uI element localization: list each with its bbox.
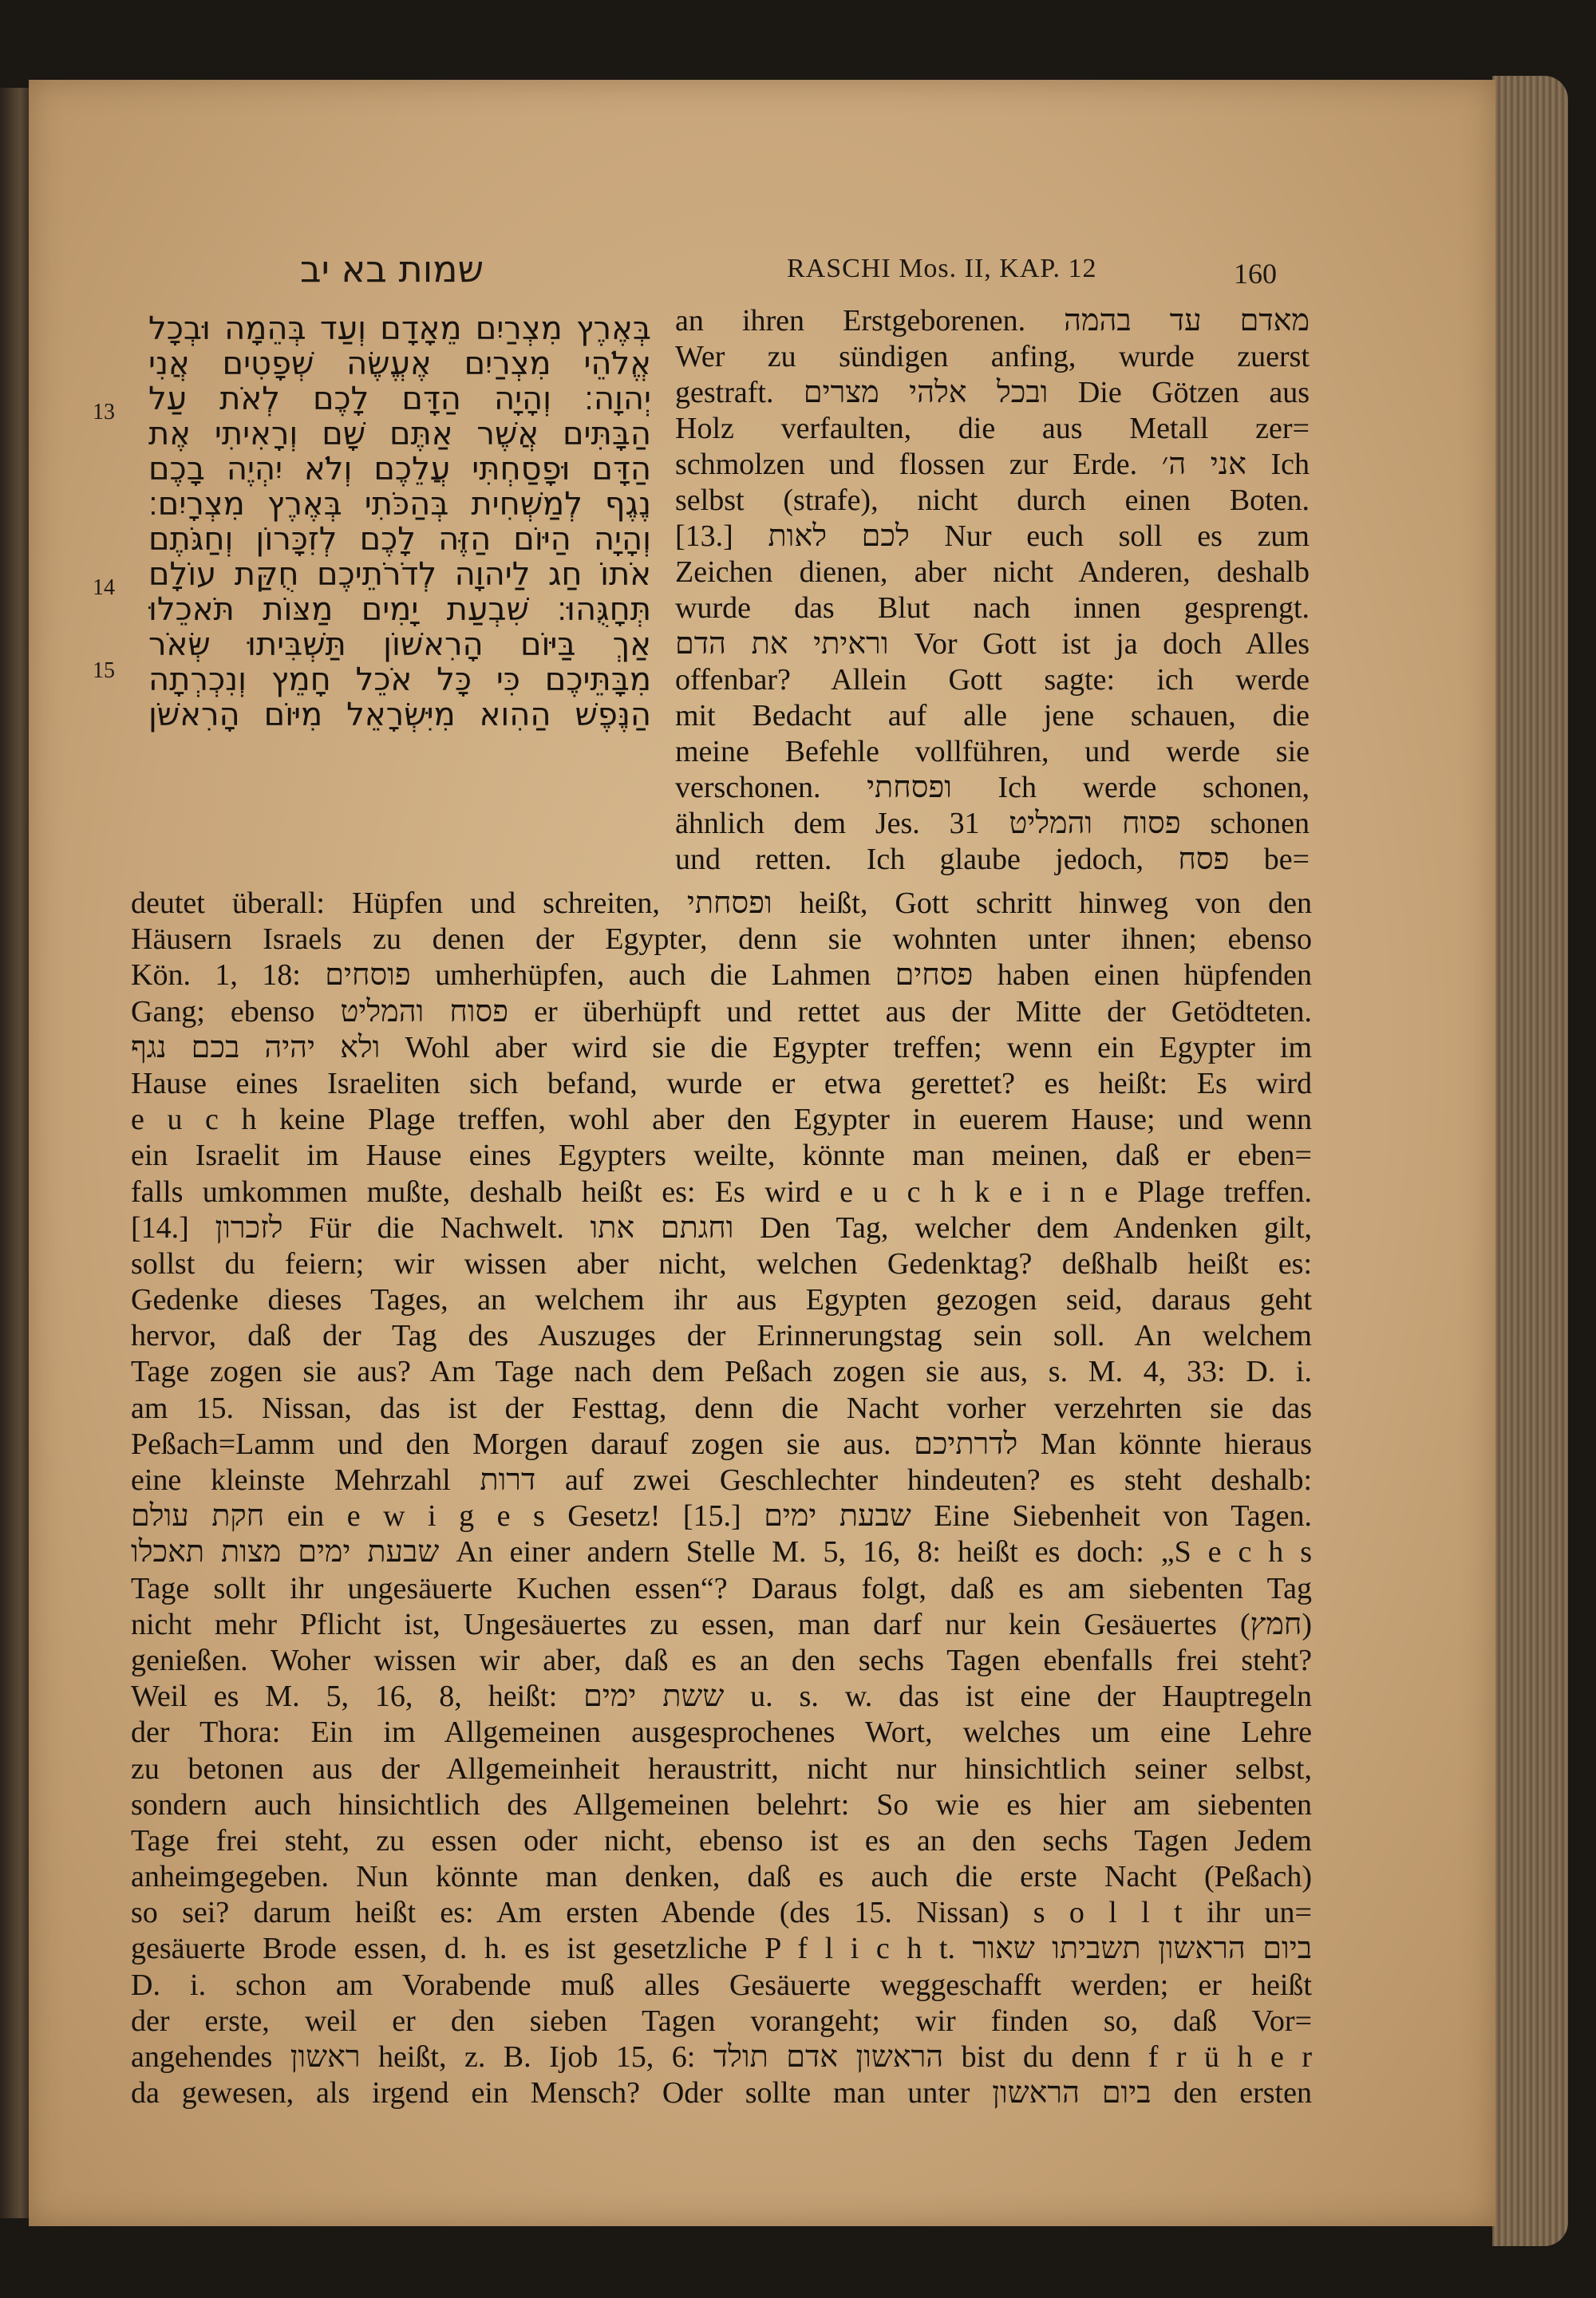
commentary-line: anheimgegeben. Nun könnte man denken, daß es auch die erste Nacht (Peßach) (131, 1860, 1312, 1894)
verse-number: 14 (93, 575, 115, 600)
commentary-line: Wer zu sündigen anfing, wurde zuerst (675, 340, 1310, 373)
page-number: 160 (1234, 258, 1277, 290)
commentary-line: Weil es M. 5, 16, 8, heißt: ששת ימים u. s. w. das ist eine der Hauptregeln (131, 1680, 1312, 1714)
commentary-line: gestraft. ובכל אלהי מצרים Die Götzen aus (675, 376, 1310, 409)
commentary-line: deutet überall: Hüpfen und schreiten, ופסחתי heißt, Gott schritt hinweg von den (131, 886, 1312, 920)
commentary-line: [14.] לזכרון Für die Nachwelt. וחגתם אתו Den Tag, welcher dem Andenken gilt, (131, 1210, 1312, 1245)
commentary-line: Tage frei steht, zu essen oder nicht, ebenso ist es an den sechs Tagen Jedem (131, 1823, 1312, 1858)
commentary-line: verschonen. ופסחתי Ich werde schonen, (675, 771, 1310, 804)
commentary-line: hervor, daß der Tag des Auszuges der Erinnerungstag sein soll. An welchem (131, 1319, 1312, 1353)
commentary-line: שבעת ימים מצות תאכלו An einer andern Stelle M. 5, 16, 8: heißt es doch: „S e c h s (131, 1535, 1312, 1570)
hebrew-text (148, 311, 651, 732)
commentary-line: der erste, weil er den sieben Tagen vorangeht; wir finden so, daß Vor= (131, 2004, 1312, 2038)
book-spine-left (0, 88, 29, 2218)
commentary-line: ein Israelit im Hause eines Egypters weilte, könnte man meinen, daß er eben= (131, 1139, 1312, 1173)
commentary-line: angehendes ראשון heißt, z. B. Ijob 15, 6: הראשון אדם תולד bist du denn f r ü h e r (131, 2040, 1312, 2074)
commentary-line: Häusern Israels zu denen der Egypter, denn sie wohnten unter ihnen; ebenso (131, 922, 1312, 957)
running-head: RASCHI Mos. II, KAP. 12 (787, 254, 1097, 283)
commentary-line: ähnlich dem Jes. 31 פסוח והמליט schonen (675, 807, 1310, 840)
page-header (29, 247, 1495, 295)
commentary-line: Gang; ebenso פסוח והמליט er überhüpft und rettet aus der Mitte der Getödteten. (131, 994, 1312, 1029)
hebrew-line: וְהָיָה הַיּוֹם הַזֶּה לָכֶם לְזִכָּרוֹן וְחַגֹּתֶם (148, 522, 651, 557)
verse-number: 15 (93, 658, 115, 683)
commentary-line: Hause eines Israeliten sich befand, wurde er etwa gerettet? es heißt: Es wird (131, 1066, 1312, 1100)
commentary-line: וראיתי את הדם Vor Gott ist ja doch Alles (675, 627, 1310, 661)
commentary-line: mit Bedacht auf alle jene schauen, die (675, 699, 1310, 732)
commentary-line: Zeichen dienen, aber nicht Anderen, deshalb (675, 555, 1310, 589)
hebrew-line: אַךְ בַּיּוֹם הָרִאשׁוֹן תַּשְׁבִּיתוּ שְּׂאֹר (148, 627, 651, 662)
commentary-line: an ihren Erstgeborenen. מאדם עד בהמה (675, 304, 1310, 338)
commentary-line: falls umkommen mußte, deshalb heißt es: Es wird e u c h k e i n e Plage treffen. (131, 1175, 1312, 1209)
commentary-line: selbst (strafe), nicht durch einen Boten. (675, 484, 1310, 517)
commentary-line: Holz verfaulten, die aus Metall zer= (675, 412, 1310, 445)
hebrew-line: מִבָּתֵּיכֶם כִּי כָּל אֹכֵל חָמֵץ וְנִכְרְתָה (148, 662, 651, 697)
commentary-line: e u c h keine Plage treffen, wohl aber den Egypter in euerem Hause; und wenn (131, 1103, 1312, 1137)
commentary-line: wurde das Blut nach innen gesprengt. (675, 591, 1310, 625)
commentary-line: genießen. Woher wissen wir aber, daß es an den sechs Tagen ebenfalls frei steht? (131, 1643, 1312, 1677)
commentary-line: gesäuerte Brode essen, d. h. es ist gesetzliche P f l i c h t. ביום הראשון תשביתו שאור (131, 1932, 1312, 1966)
commentary-line: Gedenke dieses Tages, an welchem ihr aus Egypten gezogen seid, daraus geht (131, 1283, 1312, 1317)
commentary-line: חקת עולם ein e w i g e s Gesetz! [15.] שבעת ימים Eine Siebenheit von Tagen. (131, 1499, 1312, 1534)
hebrew-line: הַבָּתִּים אֲשֶׁר אַתֶּם שָׁם וְרָאִיתִי אֶת (148, 417, 651, 452)
commentary-line: Kön. 1, 18: פוסחים umherhüpfen, auch die Lahmen פסחים haben einen hüpfenden (131, 958, 1312, 993)
commentary-line: ולא יהיה בכם נגף Wohl aber wird sie die Egypter treffen; wenn ein Egypter im (131, 1030, 1312, 1064)
book-page (29, 80, 1495, 2226)
commentary-line: [13.] לכם לאות Nur euch soll es zum (675, 519, 1310, 553)
commentary-line: sondern auch hinsichtlich des Allgemeinen belehrt: So wie es hier am siebenten (131, 1787, 1312, 1822)
hebrew-line: אֹתוֹ חַג לַיהוָה לְדֹרֹתֵיכֶם חֻקַּת עוֹלָם (148, 557, 651, 592)
hebrew-line: אֱלֹהֵי מִצְרַיִם אֶעֱשֶׂה שְׁפָטִים אֲנִי (148, 346, 651, 381)
commentary-line: meine Befehle vollführen, und werde sie (675, 735, 1310, 768)
commentary-line: sollst du feiern; wir wissen aber nicht, welchen Gedenktag? deßhalb heißt es: (131, 1246, 1312, 1281)
hebrew-line: הַנֶּפֶשׁ הַהִוא מִיִּשְׂרָאֵל מִיּוֹם הָרִאשֹׁן (148, 697, 651, 732)
commentary-line: am 15. Nissan, das ist der Festtag, denn die Nacht vorher verzehrten sie das (131, 1391, 1312, 1425)
commentary-line: D. i. schon am Vorabende muß alles Gesäuerte weggeschafft werden; er heißt (131, 1968, 1312, 2002)
commentary-line: so sei? darum heißt es: Am ersten Abende (des 15. Nissan) s o l l t ihr un= (131, 1896, 1312, 1930)
commentary-line: offenbar? Allein Gott sagte: ich werde (675, 663, 1310, 697)
commentary-right-column (675, 303, 1310, 878)
hebrew-line: יְהוָה׃ וְהָיָה הַדָּם לָכֶם לְאֹת עַל (148, 381, 651, 417)
commentary-line: Peßach=Lamm und den Morgen darauf zogen sie aus. לדרתיכם Man könnte hieraus (131, 1427, 1312, 1461)
commentary-line: da gewesen, als irgend ein Mensch? Oder sollte man unter ביום הראשון den ersten (131, 2076, 1312, 2110)
commentary-full-width (131, 886, 1312, 2111)
commentary-line: zu betonen aus der Allgemeinheit heraustritt, nicht nur hinsichtlich seiner selbst, (131, 1751, 1312, 1786)
hebrew-line: בְּאֶרֶץ מִצְרַיִם מֵאָדָם וְעַד בְּהֵמָה וּבְכָל (148, 311, 651, 346)
hebrew-title: שמות בא יב (300, 247, 484, 290)
commentary-line: nicht mehr Pflicht ist, Ungesäuertes zu essen, man darf nur kein Gesäuertes (חמץ) (131, 1607, 1312, 1641)
commentary-line: eine kleinste Mehrzahl דרות auf zwei Geschlechter hindeuten? es steht deshalb: (131, 1463, 1312, 1497)
hebrew-line: תְּחָגֻּהוּ׃ שִׁבְעַת יָמִים מַצּוֹת תֹּאכֵלוּ (148, 592, 651, 627)
book-page-edges (1492, 76, 1568, 2246)
commentary-line: schmolzen und flossen zur Erde. אני ה׳ Ich (675, 448, 1310, 481)
commentary-line: und retten. Ich glaube jedoch, פסח be= (675, 843, 1310, 876)
commentary-line: der Thora: Ein im Allgemeinen ausgesprochenes Wort, welches um eine Lehre (131, 1716, 1312, 1750)
hebrew-line: נֶגֶף לְמַשְׁחִית בְּהַכֹּתִי בְּאֶרֶץ מִצְרָיִם׃ (148, 487, 651, 522)
commentary-line: Tage zogen sie aus? Am Tage nach dem Peßach zogen sie aus, s. M. 4, 33: D. i. (131, 1355, 1312, 1389)
verse-number: 13 (93, 400, 115, 424)
hebrew-line: הַדָּם וּפָסַחְתִּי עֲלֵכֶם וְלֹא יִהְיֶה בָכֶם (148, 452, 651, 487)
commentary-line: Tage sollt ihr ungesäuerte Kuchen essen“? Daraus folgt, daß es am siebenten Tag (131, 1571, 1312, 1605)
